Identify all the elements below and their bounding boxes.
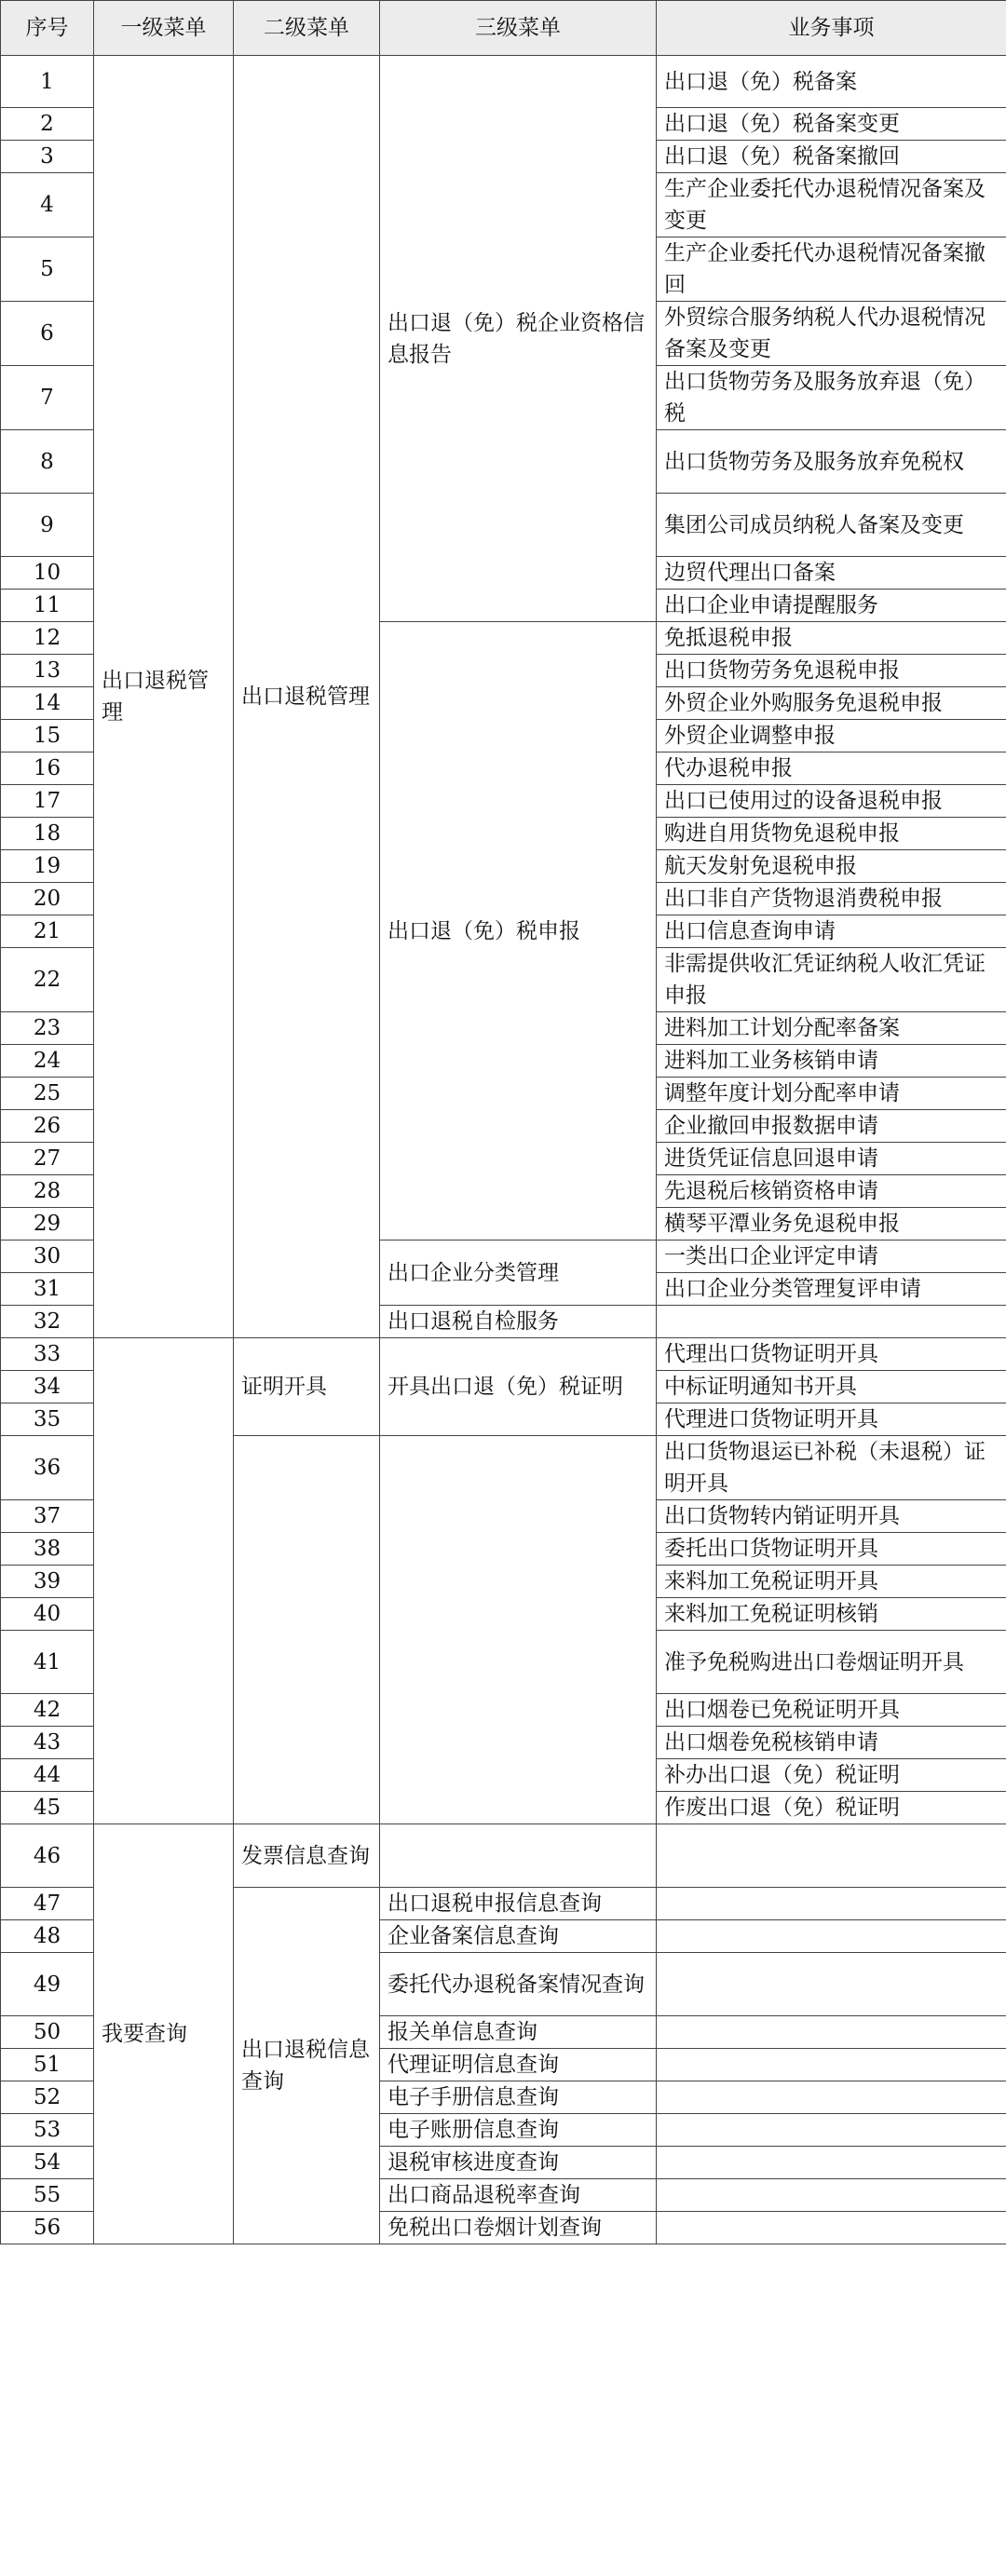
business-item-cell: 购进自用货物免退税申报 [657,818,1006,850]
row-number: 16 [1,752,94,785]
business-item-cell: 出口烟卷免税核销申请 [657,1727,1006,1759]
row-number: 24 [1,1045,94,1078]
level1-menu-cell: 我要查询 [94,1824,234,2244]
level3-menu-cell: 企业备案信息查询 [380,1920,657,1953]
level2-menu-cell [234,1436,380,1824]
row-number: 4 [1,173,94,237]
row-number: 54 [1,2147,94,2179]
business-item-cell: 出口货物退运已补税（未退税）证明开具 [657,1436,1006,1500]
row-number: 32 [1,1306,94,1338]
business-item-cell: 外贸综合服务纳税人代办退税情况备案及变更 [657,302,1006,366]
business-item-cell [657,2016,1006,2049]
row-number: 8 [1,430,94,494]
business-item-cell: 委托出口货物证明开具 [657,1533,1006,1566]
business-item-cell: 出口信息查询申请 [657,915,1006,948]
header-level2: 二级菜单 [234,1,380,56]
row-number: 7 [1,366,94,430]
business-item-cell: 出口退（免）税备案 [657,56,1006,108]
row-number: 14 [1,687,94,720]
business-item-cell: 先退税后核销资格申请 [657,1175,1006,1208]
level3-menu-cell: 出口退（免）税申报 [380,622,657,1241]
header-level3: 三级菜单 [380,1,657,56]
table-row [1,1338,1006,1371]
business-item-cell: 一类出口企业评定申请 [657,1241,1006,1273]
level3-menu-cell: 出口企业分类管理 [380,1241,657,1306]
level3-menu-cell: 代理证明信息查询 [380,2049,657,2081]
business-item-cell [657,1888,1006,1920]
level3-menu-cell: 免税出口卷烟计划查询 [380,2212,657,2244]
level3-menu-cell: 开具出口退（免）税证明 [380,1338,657,1436]
level1-menu-cell: 出口退税管理 [94,56,234,1338]
row-number: 42 [1,1694,94,1727]
business-item-cell [657,2114,1006,2147]
row-number: 53 [1,2114,94,2147]
business-item-cell: 集团公司成员纳税人备案及变更 [657,494,1006,557]
business-item-cell: 来料加工免税证明开具 [657,1566,1006,1598]
row-number: 44 [1,1759,94,1792]
row-number: 50 [1,2016,94,2049]
row-number: 47 [1,1888,94,1920]
row-number: 12 [1,622,94,655]
level3-menu-cell: 出口退（免）税企业资格信息报告 [380,56,657,622]
row-number: 34 [1,1371,94,1403]
business-item-cell [657,1953,1006,2016]
level3-menu-cell [380,1824,657,1888]
table-row [1,56,1006,108]
business-item-cell: 来料加工免税证明核销 [657,1598,1006,1631]
business-item-cell: 出口烟卷已免税证明开具 [657,1694,1006,1727]
row-number: 17 [1,785,94,818]
business-item-cell: 生产企业委托代办退税情况备案及变更 [657,173,1006,237]
row-number: 40 [1,1598,94,1631]
row-number: 2 [1,108,94,141]
row-number: 13 [1,655,94,687]
row-number: 20 [1,883,94,915]
business-item-cell: 进料加工业务核销申请 [657,1045,1006,1078]
row-number: 25 [1,1078,94,1110]
business-item-cell: 非需提供收汇凭证纳税人收汇凭证申报 [657,948,1006,1012]
business-item-cell: 调整年度计划分配率申请 [657,1078,1006,1110]
row-number: 29 [1,1208,94,1241]
business-item-cell: 出口企业分类管理复评申请 [657,1273,1006,1306]
level2-menu-cell: 出口退税管理 [234,56,380,1338]
level3-menu-cell: 电子账册信息查询 [380,2114,657,2147]
level1-menu-cell [94,1338,234,1824]
row-number: 56 [1,2212,94,2244]
row-number: 18 [1,818,94,850]
row-number: 41 [1,1631,94,1694]
row-number: 38 [1,1533,94,1566]
business-item-cell [657,2147,1006,2179]
row-number: 5 [1,237,94,302]
business-item-cell [657,2212,1006,2244]
table-body [1,56,1006,2244]
business-item-cell: 代理进口货物证明开具 [657,1403,1006,1436]
business-item-cell: 出口货物劳务及服务放弃退（免）税 [657,366,1006,430]
row-number: 22 [1,948,94,1012]
business-item-cell: 出口退（免）税备案变更 [657,108,1006,141]
level2-menu-cell: 出口退税信息查询 [234,1888,380,2244]
row-number: 1 [1,56,94,108]
business-item-cell: 作废出口退（免）税证明 [657,1792,1006,1824]
business-item-cell: 中标证明通知书开具 [657,1371,1006,1403]
business-item-cell: 出口非自产货物退消费税申报 [657,883,1006,915]
business-item-cell [657,2049,1006,2081]
level3-menu-cell: 退税审核进度查询 [380,2147,657,2179]
business-item-cell [657,2179,1006,2212]
business-item-cell [657,1306,1006,1338]
row-number: 6 [1,302,94,366]
row-number: 23 [1,1012,94,1045]
row-number: 31 [1,1273,94,1306]
header-row [1,1,1006,56]
business-item-cell: 生产企业委托代办退税情况备案撤回 [657,237,1006,302]
row-number: 55 [1,2179,94,2212]
row-number: 19 [1,850,94,883]
business-item-cell [657,2081,1006,2114]
business-item-cell: 边贸代理出口备案 [657,557,1006,590]
level2-menu-cell: 发票信息查询 [234,1824,380,1888]
row-number: 52 [1,2081,94,2114]
row-number: 11 [1,590,94,622]
level3-menu-cell: 出口退税自检服务 [380,1306,657,1338]
business-item-cell: 出口货物转内销证明开具 [657,1500,1006,1533]
row-number: 36 [1,1436,94,1500]
level3-menu-cell: 委托代办退税备案情况查询 [380,1953,657,2016]
business-item-cell: 进料加工计划分配率备案 [657,1012,1006,1045]
business-item-cell: 出口企业申请提醒服务 [657,590,1006,622]
business-item-cell: 进货凭证信息回退申请 [657,1143,1006,1175]
row-number: 3 [1,141,94,173]
level3-menu-cell [380,1436,657,1824]
row-number: 21 [1,915,94,948]
row-number: 39 [1,1566,94,1598]
business-item-cell: 企业撤回申报数据申请 [657,1110,1006,1143]
row-number: 27 [1,1143,94,1175]
business-item-cell [657,1920,1006,1953]
row-number: 33 [1,1338,94,1371]
row-number: 26 [1,1110,94,1143]
business-item-cell: 出口货物劳务及服务放弃免税权 [657,430,1006,494]
row-number: 30 [1,1241,94,1273]
business-item-cell: 出口已使用过的设备退税申报 [657,785,1006,818]
business-item-cell [657,1824,1006,1888]
row-number: 9 [1,494,94,557]
level3-menu-cell: 出口商品退税率查询 [380,2179,657,2212]
business-item-cell: 外贸企业调整申报 [657,720,1006,752]
business-item-cell: 代办退税申报 [657,752,1006,785]
level2-menu-cell: 证明开具 [234,1338,380,1436]
row-number: 10 [1,557,94,590]
row-number: 15 [1,720,94,752]
level3-menu-cell: 报关单信息查询 [380,2016,657,2049]
business-item-cell: 出口货物劳务免退税申报 [657,655,1006,687]
level3-menu-cell: 出口退税申报信息查询 [380,1888,657,1920]
header-no: 序号 [1,1,94,56]
row-number: 45 [1,1792,94,1824]
row-number: 49 [1,1953,94,2016]
header-business-item: 业务事项 [657,1,1006,56]
row-number: 28 [1,1175,94,1208]
business-item-cell: 航天发射免退税申报 [657,850,1006,883]
row-number: 51 [1,2049,94,2081]
business-item-cell: 外贸企业外购服务免退税申报 [657,687,1006,720]
business-item-cell: 准予免税购进出口卷烟证明开具 [657,1631,1006,1694]
business-item-cell: 补办出口退（免）税证明 [657,1759,1006,1792]
business-item-cell: 代理出口货物证明开具 [657,1338,1006,1371]
row-number: 43 [1,1727,94,1759]
business-item-cell: 横琴平潭业务免退税申报 [657,1208,1006,1241]
business-item-cell: 免抵退税申报 [657,622,1006,655]
header-level1: 一级菜单 [94,1,234,56]
row-number: 35 [1,1403,94,1436]
row-number: 48 [1,1920,94,1953]
row-number: 37 [1,1500,94,1533]
table-row [1,1824,1006,1888]
level3-menu-cell: 电子手册信息查询 [380,2081,657,2114]
row-number: 46 [1,1824,94,1888]
business-item-cell: 出口退（免）税备案撤回 [657,141,1006,173]
